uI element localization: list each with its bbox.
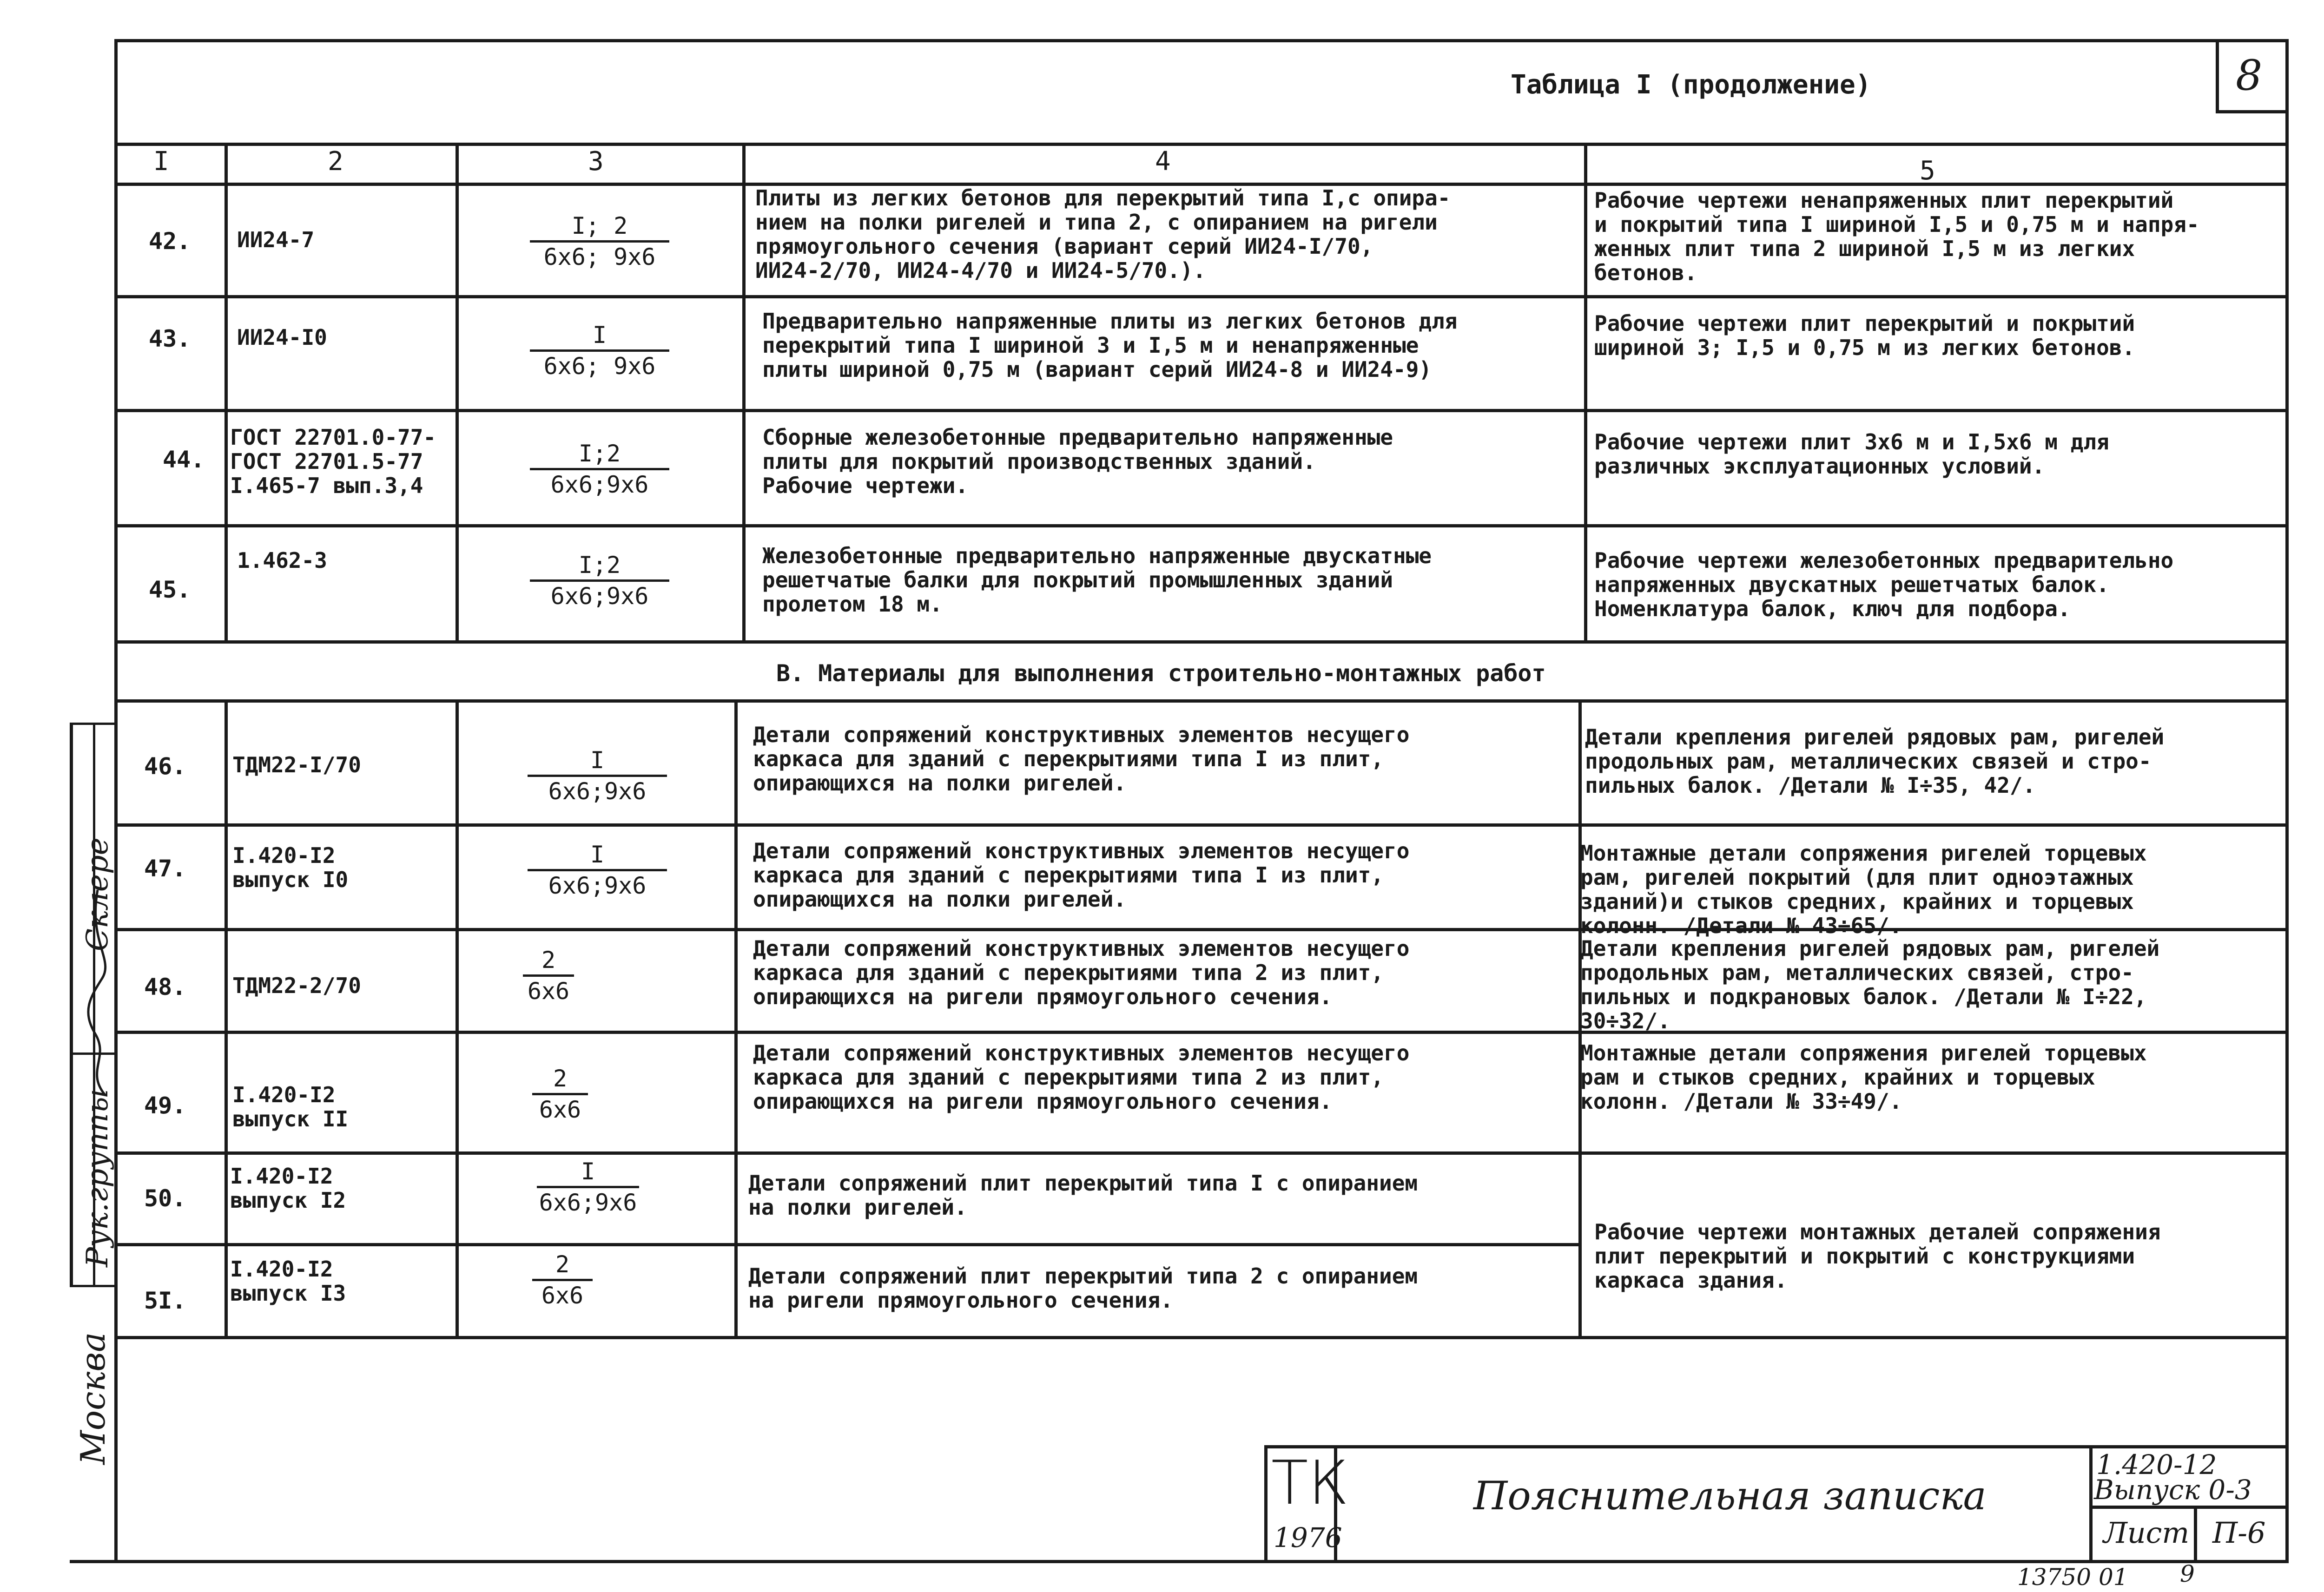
- side-stamp-name: Склере: [80, 837, 115, 951]
- row-number: 45.: [149, 576, 191, 603]
- fraction-denominator: 6x6;9x6: [548, 778, 647, 805]
- fraction-denominator: 6x6; 9x6: [543, 353, 656, 380]
- row-code: ТДМ22-2/70: [232, 973, 361, 998]
- fraction-denominator: 6x6;9x6: [539, 1189, 637, 1216]
- row-number: 50.: [144, 1185, 186, 1212]
- row-fraction: [490, 1157, 686, 1217]
- row-description: Детали сопряжений конструктивных элементов несущего каркаса для зданий с перекрытиями типа 2 из плит, опирающихся на ригели прямоугольного сечения.: [753, 936, 1410, 1009]
- side-stamp-city: Москва: [73, 1332, 112, 1465]
- row-description: Сборные железобетонные предварительно напряженные плиты для покрытий производственных зданий. Рабочие чертежи.: [762, 425, 1393, 498]
- row-fraction: [502, 439, 697, 499]
- row-description: Железобетонные предварительно напряженные двускатные решетчатые балки для покрытий промышленных зданий пролетом 18 м.: [762, 543, 1432, 617]
- fraction-denominator: 6x6; 9x6: [543, 243, 656, 270]
- row-number: 49.: [144, 1092, 186, 1119]
- col-header-4: 4: [1155, 146, 1171, 177]
- fraction-denominator: 6x6: [539, 1096, 581, 1123]
- row-code: ИИ24-7: [237, 227, 315, 252]
- row-fraction: [500, 746, 695, 806]
- row-number: 46.: [144, 753, 186, 780]
- row-number: 42.: [149, 228, 191, 255]
- title-block-tk: ТК: [1271, 1447, 1349, 1518]
- row-code: ГОСТ 22701.0-77- ГОСТ 22701.5-77 I.465-7 вып.3,4: [230, 425, 436, 498]
- row-fraction: [451, 946, 646, 1006]
- fraction-numerator: I;2: [578, 440, 621, 467]
- fraction-numerator: 2: [541, 947, 556, 974]
- fraction-denominator: 6x6;9x6: [550, 583, 649, 610]
- footer-page: 9: [2180, 1560, 2195, 1587]
- fraction-numerator: 2: [555, 1251, 570, 1278]
- fraction-numerator: 2: [553, 1065, 568, 1092]
- fraction-denominator: 6x6: [527, 978, 570, 1005]
- row-documents: Рабочие чертежи железобетонных предварительно напряженных двускатных решетчатых балок. Номенклатура балок, ключ для подбора.: [1594, 548, 2174, 621]
- col-header-2: 2: [328, 146, 343, 177]
- row-description: Детали сопряжений конструктивных элементов несущего каркаса для зданий с перекрытиями типа I из плит, опирающихся на полки ригелей.: [753, 838, 1410, 912]
- fraction-numerator: I; 2: [571, 212, 628, 239]
- title-block-sheet-label: Лист: [2103, 1516, 2190, 1550]
- title-block-caption: Пояснительная записка: [1473, 1473, 1987, 1519]
- row-fraction: [502, 551, 697, 611]
- row-fraction: [502, 211, 697, 271]
- row-description: Детали сопряжений плит перекрытий типа 2 с опиранием на ригели прямоугольного сечения.: [748, 1263, 1418, 1313]
- page-number: 8: [2236, 51, 2263, 100]
- row-fraction: [465, 1250, 660, 1310]
- row-fraction: [500, 840, 695, 900]
- row-documents: Рабочие чертежи плит 3x6 м и I,5x6 м для различных эксплуатационных условий.: [1594, 429, 2109, 479]
- row-description: Детали сопряжений конструктивных элементов несущего каркаса для зданий с перекрытиями типа 2 из плит, опирающихся на ригели прямоугольного сечения.: [753, 1040, 1410, 1114]
- table-title: Таблица I (продолжение): [1511, 70, 1871, 100]
- row-description: Детали сопряжений плит перекрытий типа I с опиранием на полки ригелей.: [748, 1171, 1418, 1220]
- col-header-5: 5: [1920, 156, 1935, 186]
- row-number: 47.: [144, 855, 186, 882]
- row-documents: Детали крепления ригелей рядовых рам, ригелей продольных рам, металлических связей и стро- пильных балок. /Детали № I÷35, 42/.: [1585, 724, 2165, 798]
- fraction-denominator: 6x6;9x6: [548, 872, 647, 899]
- title-block-sheet: П-6: [2212, 1516, 2266, 1550]
- side-stamp-signature: [81, 885, 114, 1099]
- row-number: 48.: [144, 974, 186, 1000]
- merged-documents: Рабочие чертежи монтажных деталей сопряжения плит перекрытий и покрытий с конструкциями каркаса здания.: [1594, 1219, 2161, 1293]
- fraction-numerator: I: [590, 747, 605, 774]
- title-block-series: 1.420-12: [2096, 1449, 2217, 1480]
- row-number: 43.: [149, 325, 191, 352]
- row-code: ТДМ22-I/70: [232, 752, 361, 777]
- row-code: 1.462-3: [237, 548, 327, 573]
- row-fraction: [462, 1064, 658, 1124]
- row-documents: Рабочие чертежи плит перекрытий и покрытий шириной 3; I,5 и 0,75 м из легких бетонов.: [1594, 311, 2135, 360]
- title-block-year: 1976: [1274, 1522, 1342, 1553]
- row-number: 5I.: [144, 1287, 186, 1314]
- fraction-denominator: 6x6;9x6: [550, 471, 649, 498]
- row-code: I.420-I2 выпуск I0: [232, 843, 349, 892]
- row-description: Предварительно напряженные плиты из легких бетонов для перекрытий типа I шириной 3 и I,5 м и ненапряженные плиты шириной 0,75 м (вариант серий ИИ24-8 и ИИ24-9): [762, 309, 1458, 382]
- fraction-numerator: I: [590, 841, 605, 868]
- row-code: ИИ24-I0: [237, 325, 327, 350]
- title-block-issue: Выпуск 0-3: [2094, 1474, 2252, 1506]
- fraction-numerator: I;2: [578, 552, 621, 579]
- side-stamp-role: Рук.группы: [80, 1089, 115, 1267]
- footer-code: 13750 01: [2017, 1564, 2128, 1591]
- row-documents: Монтажные детали сопряжения ригелей торцевых рам, ригелей покрытий (для плит одноэтажных зданий)и стыков средних, крайних и торцевых колонн. /Детали № 43÷65/.: [1580, 841, 2147, 938]
- row-description: Плиты из легких бетонов для перекрытий типа I,с опира- нием на полки ригелей и типа 2, с опиранием на ригели прямоугольного сечения (вариант серий ИИ24-I/70, ИИ24-2/70, ИИ24-4/70 и ИИ24-5/70.).: [755, 185, 1451, 283]
- row-code: I.420-I2 выпуск I3: [230, 1256, 346, 1306]
- section-title: В. Материалы для выполнения строительно-монтажных работ: [776, 660, 1546, 687]
- fraction-numerator: I: [581, 1158, 595, 1185]
- fraction-numerator: I: [592, 322, 607, 349]
- row-documents: Монтажные детали сопряжения ригелей торцевых рам и стыков средних, крайних и торцевых колонн. /Детали № 33÷49/.: [1580, 1040, 2147, 1114]
- row-fraction: [502, 321, 697, 381]
- row-code: I.420-I2 выпуск I2: [230, 1164, 346, 1213]
- fraction-denominator: 6x6: [541, 1282, 584, 1309]
- row-description: Детали сопряжений конструктивных элементов несущего каркаса для зданий с перекрытиями типа I из плит, опирающихся на полки ригелей.: [753, 722, 1410, 796]
- col-header-3: 3: [588, 146, 604, 177]
- col-header-1: I: [153, 146, 169, 177]
- row-code: I.420-I2 выпуск II: [232, 1082, 349, 1132]
- row-documents: Рабочие чертежи ненапряженных плит перекрытий и покрытий типа I шириной I,5 и 0,75 м и напря- женных плит типа 2 шириной I,5 м из легких бетонов.: [1594, 188, 2199, 285]
- row-documents: Детали крепления ригелей рядовых рам, ригелей продольных рам, металлических связей, стро- пильных и подкрановых балок. /Детали № I÷22, 30÷32/.: [1580, 936, 2160, 1033]
- row-number: 44.: [163, 446, 205, 473]
